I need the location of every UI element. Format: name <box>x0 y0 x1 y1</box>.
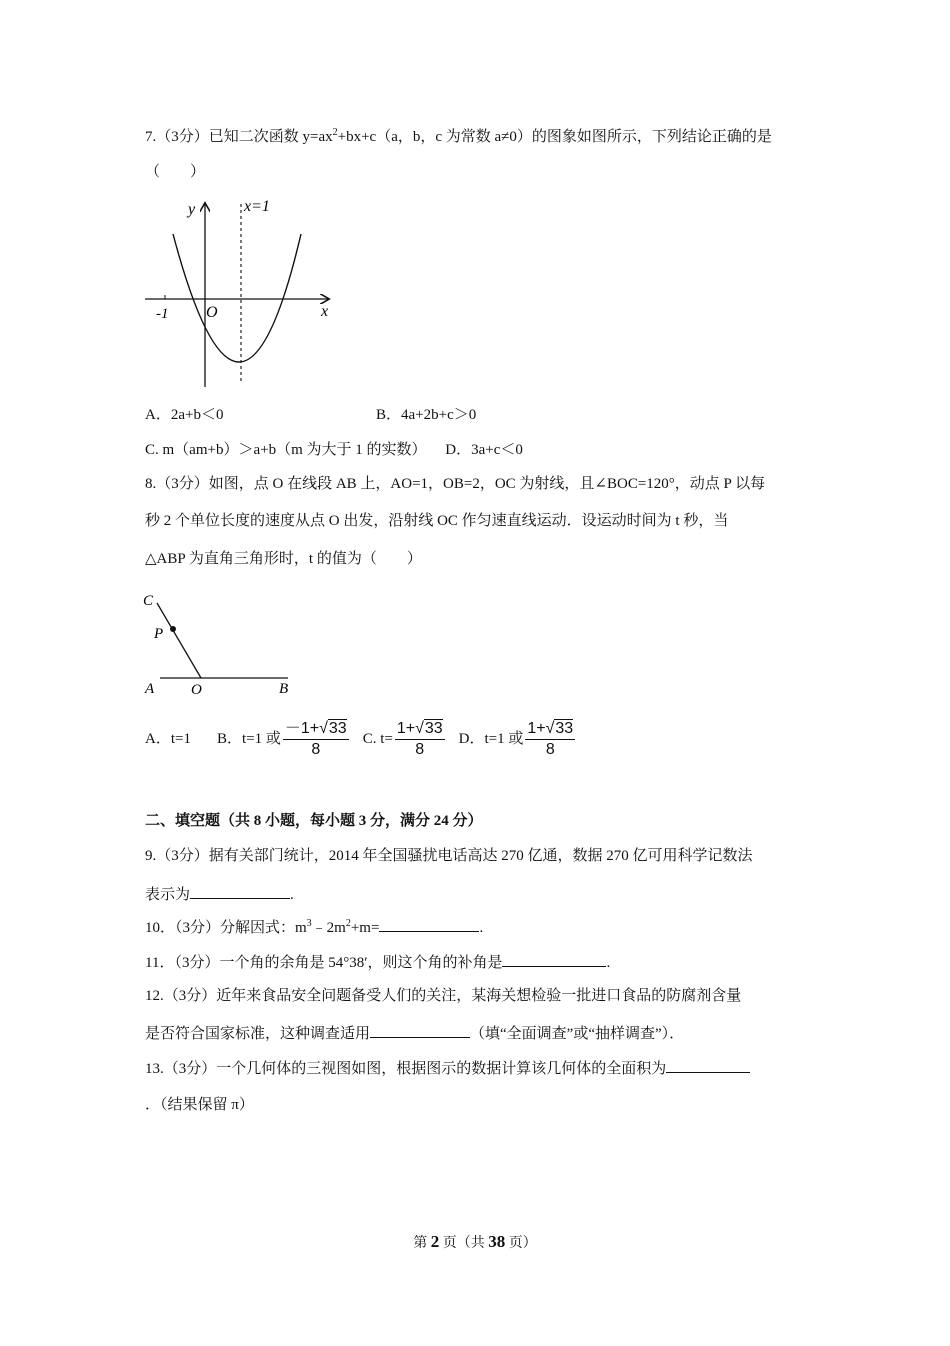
q10-line: 10．（3分）分解因式：$m^3﹣2m^2+m=$ . <box>145 918 484 936</box>
q8-option-c-fraction: $\frac{1+√33}{8}$ <box>396 719 443 758</box>
q7-option-a: A．2a+b＜0 <box>145 407 224 423</box>
q7-option-c-d <box>145 440 523 460</box>
q7-option-b: B．4a+2b+c＞0 <box>376 407 477 423</box>
q8-option-c-prefix: C. t= <box>362 731 393 747</box>
q12-line2: 是否符合国家标准，这种调查适用 （填“全面调查”或“抽样调查”）． <box>145 1023 684 1044</box>
ray-oc <box>157 603 201 678</box>
label-c: C <box>143 593 154 609</box>
q12-line1: 12.（3分）近年来食品安全问题备受人们的关注，某海关想检验一批进口食品的防腐剂含量 <box>145 988 742 1004</box>
label-p: P <box>154 626 164 642</box>
q8-options <box>145 716 577 762</box>
y-label: y <box>188 201 196 218</box>
q12-answer-blank[interactable] <box>370 1023 470 1038</box>
q9-line2: 表示为 . <box>145 884 294 905</box>
q13-line1: 13.（3分）一个几何体的三视图如图，根据图示的数据计算该几何体的全面积为 <box>145 1058 750 1079</box>
page-number: 2 <box>430 1232 440 1251</box>
section-2-title: 二、填空题（共 8 小题，每小题 3 分，满分 24 分） <box>145 813 483 829</box>
parabola <box>173 234 301 362</box>
q13-answer-blank[interactable] <box>666 1058 750 1073</box>
neg-one-label: -1 <box>156 306 169 322</box>
q8-line3: △ABP 为直角三角形时，t 的值为（ ） <box>145 551 422 567</box>
q11-line: 11．（3分）一个角的余角是 54°38′，则这个角的补角是 . <box>145 952 610 973</box>
point-p <box>170 626 176 632</box>
q7-option-d: D．3a+c＜0 <box>445 442 523 458</box>
q8-line1: 8.（3分）如图，点 O 在线段 AB 上，AO=1，OB=2，OC 为射线，且∠BOC=120°，动点 P 以每 <box>145 476 766 492</box>
q7-stem: 7.（3分）已知二次函数 $y=ax^2+bx+c(a$，b，c 为常数 a≠0）的图象如图所示，下列结论正确的是 <box>145 127 772 145</box>
q8-line2: 秒 2 个单位长度的速度从点 O 出发，沿射线 OC 作匀速直线运动．设运动时间为 t 秒，当 <box>145 513 729 529</box>
q8-figure <box>140 585 300 700</box>
axis-of-symmetry-label: x=1 <box>244 198 270 215</box>
q7-option-c: C. m（am+b）＞a+b（m 为大于 1 的实数） <box>145 442 427 458</box>
q13-line2: ．（结果保留 π） <box>145 1097 254 1113</box>
origin-label: O <box>206 304 218 321</box>
q8-option-a: A．t=1 <box>145 731 191 747</box>
q8-option-d-fraction: $\frac{1+√33}{8}$ <box>527 719 574 758</box>
q9-line1: 9.（3分）据有关部门统计，2014 年全国骚扰电话高达 270 亿通，数据 270 亿可用科学记数法 <box>145 848 753 864</box>
q7-paren: （ ） <box>145 164 206 180</box>
q10-answer-blank[interactable] <box>379 917 479 932</box>
label-b: B <box>279 681 289 697</box>
page-total: 38 <box>488 1232 506 1251</box>
q8-option-b-prefix: B．t=1 或 <box>216 731 281 747</box>
label-a: A <box>145 681 155 697</box>
q8-option-d-prefix: D．t=1 或 <box>458 731 524 747</box>
q8-option-b-fraction: $\frac{-1+√33}{8}$ <box>284 719 347 758</box>
q7-parabola-graph <box>140 192 340 392</box>
x-label: x <box>321 303 329 320</box>
q11-answer-blank[interactable] <box>502 952 606 967</box>
label-o: O <box>191 682 202 698</box>
q9-answer-blank[interactable] <box>190 884 290 899</box>
page-footer: 第 2 页（共 38 页） <box>413 1232 537 1251</box>
